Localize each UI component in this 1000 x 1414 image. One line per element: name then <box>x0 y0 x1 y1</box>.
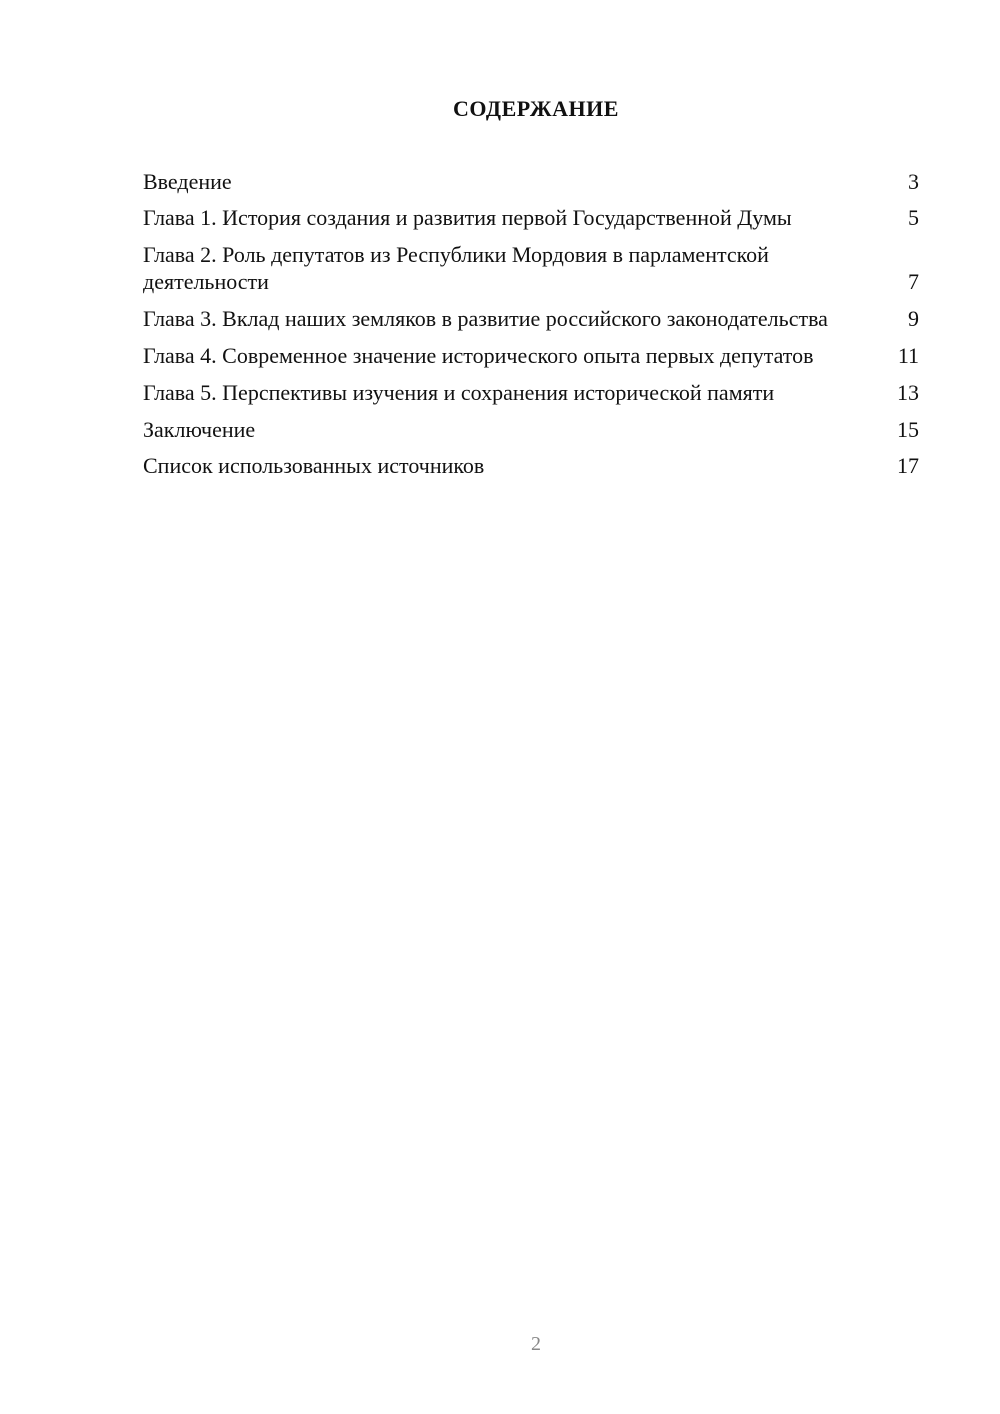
toc-entry <box>143 452 919 479</box>
table-of-contents <box>143 168 919 488</box>
toc-entry-title: Введение <box>143 169 232 194</box>
toc-entry <box>143 241 919 295</box>
toc-entry <box>143 305 919 332</box>
toc-entry-page: 5 <box>908 205 919 230</box>
page-title: СОДЕРЖАНИЕ <box>453 96 619 121</box>
toc-entry <box>143 204 919 231</box>
toc-entry-page: 7 <box>908 269 919 294</box>
toc-entry-page: 17 <box>897 453 919 478</box>
toc-entry-page: 9 <box>908 306 919 331</box>
toc-entry <box>143 416 919 443</box>
toc-entry-title: Глава 2. Роль депутатов из Республики Мордовия в парламентской деятельности <box>143 242 769 294</box>
toc-entry-title: Глава 3. Вклад наших земляков в развитие российского законодательства <box>143 306 828 331</box>
toc-entry-page: 13 <box>897 380 919 405</box>
toc-entry-title: Заключение <box>143 417 256 442</box>
toc-entry-title: Глава 4. Современное значение исторического опыта первых депутатов <box>143 343 814 368</box>
toc-entry <box>143 379 919 406</box>
toc-entry-page: 3 <box>908 169 919 194</box>
page-number: 2 <box>531 1333 541 1355</box>
toc-entry <box>143 342 919 369</box>
toc-entry-title: Глава 5. Перспективы изучения и сохранения исторической памяти <box>143 380 775 405</box>
toc-entry-title: Список использованных источников <box>143 453 485 478</box>
toc-entry <box>143 168 919 195</box>
toc-entry-page: 15 <box>897 417 919 442</box>
toc-entry-page: 11 <box>897 343 919 368</box>
toc-entry-title: Глава 1. История создания и развития первой Государственной Думы <box>143 205 792 230</box>
